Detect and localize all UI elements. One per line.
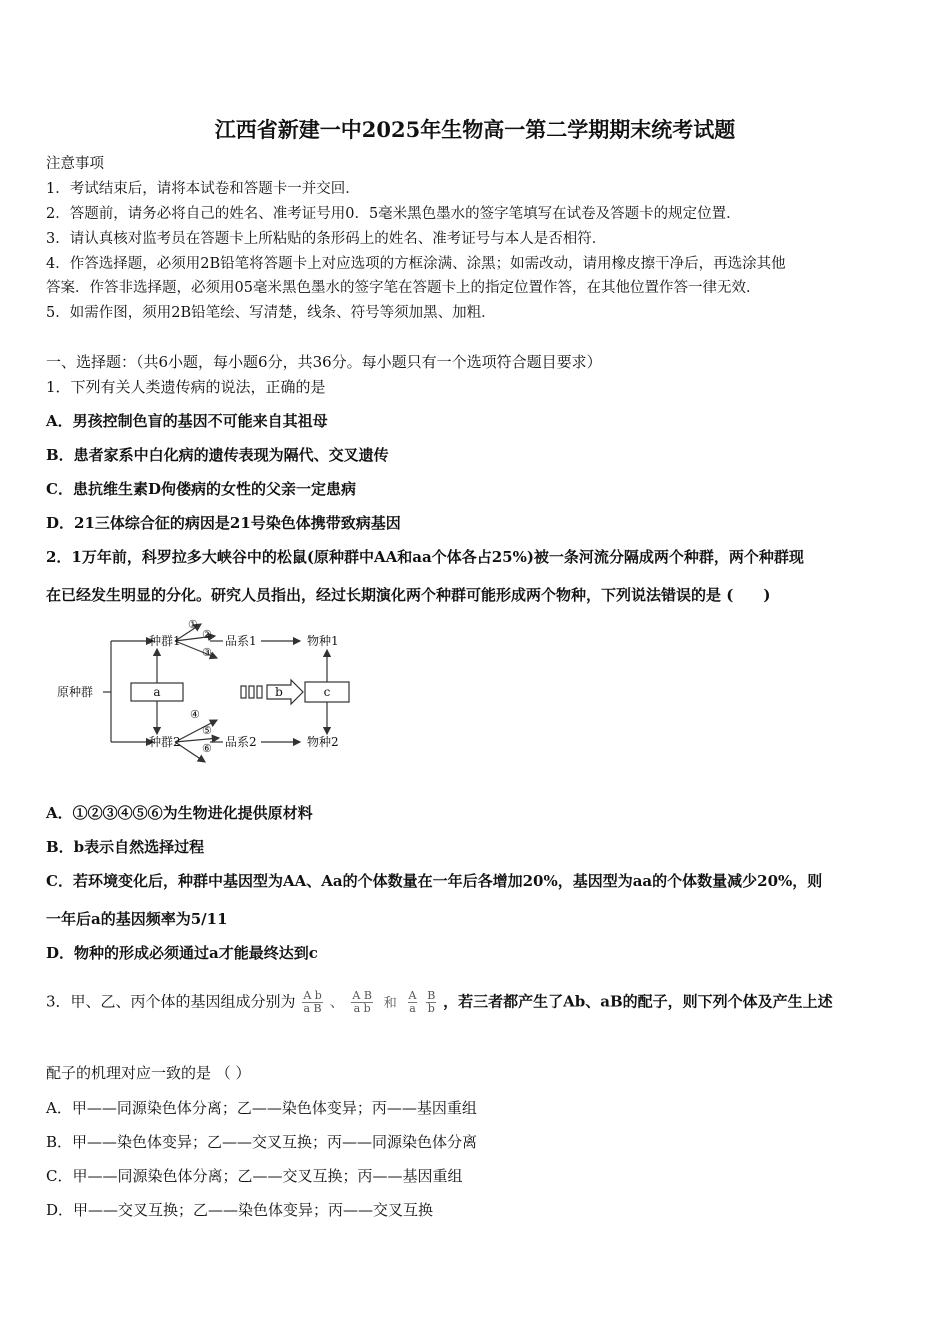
mutation-mark-4: ④: [190, 708, 200, 721]
notice-heading: 注意事项: [46, 156, 104, 172]
notice-item: 1．考试结束后，请将本试卷和答题卡一并交回．: [46, 181, 360, 197]
label-original-population: 原种群: [57, 685, 94, 699]
question-3-option-c: C．甲——同源染色体分离；乙——交叉互换；丙——基因重组: [46, 1167, 463, 1185]
page-title: 江西省新建一中2025年生物高一第二学期期末统考试题: [214, 117, 736, 142]
question-3-stem-end: ，若三者都产生了Ab、aB的配子，则下列个体及产生上述: [443, 992, 833, 1011]
question-3-option-a: A．甲——同源染色体分离；乙——染色体变异；丙——基因重组: [46, 1099, 477, 1117]
label-strain-2: 品系2: [225, 735, 257, 749]
label-species-1: 物种1: [307, 634, 339, 648]
question-1-option-a: A．男孩控制色盲的基因不可能来自其祖母: [46, 412, 328, 430]
mutation-mark-3: ③: [202, 646, 212, 659]
genotype-bing-a: $\frac{A}{a}$: [408, 989, 417, 1015]
notice-item: 3．请认真核对监考员在答题卡上所粘贴的条形码上的姓名、准考证号与本人是否相符．: [46, 231, 607, 247]
genotype-bing-b: $\frac{B}{b}$: [427, 989, 436, 1015]
label-population-1: 种群1: [149, 634, 181, 648]
question-2-stem: 2．1万年前，科罗拉多大峡谷中的松鼠(原种群中AA和aa个体各占25%)被一条河流分隔成两个种群，两个种群现: [46, 548, 804, 566]
question-2-option-c: C．若环境变化后，种群中基因型为AA、Aa的个体数量在一年后各增加20%，基因型为aa的个体数量减少20%，则: [46, 872, 823, 890]
question-2-option-a: A．①②③④⑤⑥为生物进化提供原材料: [46, 804, 313, 822]
label-strain-1: 品系1: [225, 634, 257, 648]
question-2-option-b: B．b表示自然选择过程: [46, 838, 205, 856]
question-3-stem-start: 3．甲、乙、丙个体的基因组成分别为: [46, 992, 296, 1011]
box-b-label: b: [275, 685, 283, 699]
question-2-option-c-cont: 一年后a的基因频率为5/11: [46, 910, 228, 928]
genotype-and: 和: [383, 995, 397, 1011]
mutation-mark-1: ①: [188, 618, 198, 631]
question-1-option-c: C．患抗维生素D佝偻病的女性的父亲一定患病: [46, 480, 356, 498]
genotype-yi: $\frac{\text{A B}}{\text{a b}}$: [352, 989, 372, 1015]
mutation-mark-2: ②: [202, 628, 212, 641]
genotype-separator: 、: [329, 992, 345, 1011]
notice-item: 答案．作答非选择题，必须用05毫米黑色墨水的签字笔在答题卡上的指定位置作答，在其他位置作答一律无效．: [46, 280, 761, 296]
mutation-mark-6: ⑥: [202, 742, 212, 755]
question-3-stem: [46, 990, 833, 1015]
question-1-option-d: D．21三体综合征的病因是21号染色体携带致病基因: [46, 514, 401, 532]
label-species-2: 物种2: [307, 735, 339, 749]
question-1-stem: 1．下列有关人类遗传病的说法，正确的是: [46, 378, 326, 396]
section-heading: 一、选择题：（共6小题，每小题6分，共36分。每小题只有一个选项符合题目要求）: [46, 353, 602, 371]
notice-item: 2．答题前，请务必将自己的姓名、准考证号用0．5毫米黑色墨水的签字笔填写在试卷及答题卡的规定位置．: [46, 206, 741, 222]
question-2-stem-cont: 在已经发生明显的分化。研究人员指出，经过长期演化两个种群可能形成两个物种，下列说法错误的是 ( ): [46, 586, 771, 604]
question-3-stem-cont: 配子的机理对应一致的是 （ ）: [46, 1064, 251, 1082]
label-population-2: 种群2: [149, 735, 181, 749]
box-a-label: a: [153, 685, 161, 699]
question-3-option-b: B．甲——染色体变异；乙——交叉互换；丙——同源染色体分离: [46, 1133, 478, 1151]
box-c-label: c: [323, 685, 331, 699]
question-2-option-d: D．物种的形成必须通过a才能最终达到c: [46, 944, 318, 962]
genotype-jia: $\frac{\text{A b}}{\text{a B}}$: [303, 989, 322, 1015]
notice-item: 5．如需作图，须用2B铅笔绘、写清楚，线条、符号等须加黑、加粗．: [46, 305, 496, 321]
question-3-option-d: D．甲——交叉互换；乙——染色体变异；丙——交叉互换: [46, 1201, 434, 1219]
speciation-diagram: [55, 616, 365, 776]
notice-item: 4．作答选择题，必须用2B铅笔将答题卡上对应选项的方框涂满、涂黑；如需改动，请用橡皮擦干净后，再选涂其他: [46, 256, 786, 272]
mutation-mark-5: ⑤: [202, 724, 212, 737]
question-1-option-b: B．患者家系中白化病的遗传表现为隔代、交叉遗传: [46, 446, 389, 464]
